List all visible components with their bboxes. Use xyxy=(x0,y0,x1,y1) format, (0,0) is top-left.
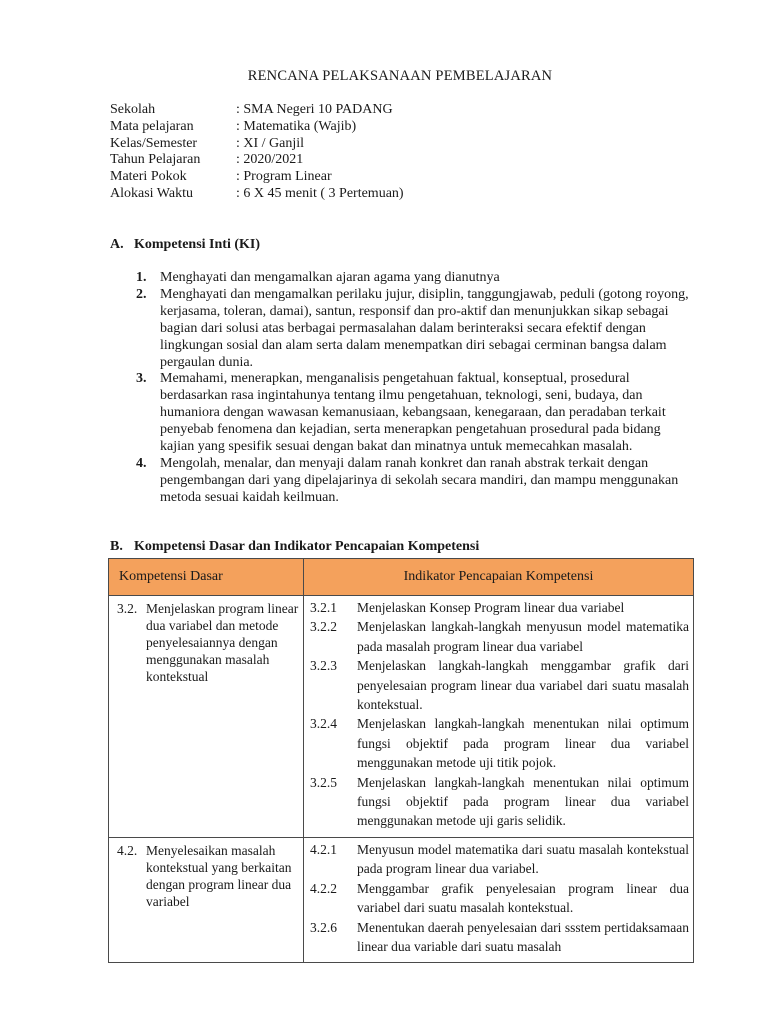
indicator-number: 3.2.6 xyxy=(310,919,337,935)
kd-number: 4.2. xyxy=(117,842,138,858)
indicator-item xyxy=(310,617,689,656)
indicator-text: Menjelaskan langkah-langkah menentukan nilai optimum fungsi objektif pada program linear dua variabel menggunakan metode uji titik pojok. xyxy=(357,716,689,771)
indicator-item xyxy=(310,598,689,617)
indicator-item xyxy=(310,656,689,714)
table-header-row xyxy=(109,559,694,596)
section-title: Kompetensi Inti (KI) xyxy=(134,237,260,252)
list-text: Menghayati dan mengamalkan perilaku jujur, disiplin, tanggungjawab, peduli (gotong royong, kerjasama, toleran, damai), santun, responsif dan pro-aktif dan menunjukkan sikap sebagai bagian dari solusi atas berbagai permasalahan dalam berinteraksi secara efektif dengan lingkungan sosial dan alam serta dalam menempatkan diri sebagai cerminan bangsa dalam pergaulan dunia. xyxy=(160,286,689,370)
info-row-mata-pelajaran xyxy=(110,119,404,136)
info-value: : XI / Ganjil xyxy=(236,135,305,151)
ipk-cell xyxy=(304,596,694,838)
info-value: : 2020/2021 xyxy=(236,152,304,168)
info-value: : SMA Negeri 10 PADANG xyxy=(236,102,393,117)
info-row-tahun-pelajaran xyxy=(110,152,404,169)
info-label: Sekolah xyxy=(110,102,156,117)
info-label: Materi Pokok xyxy=(110,169,187,185)
info-label: Tahun Pelajaran xyxy=(110,152,201,168)
competency-table xyxy=(108,558,694,963)
list-item xyxy=(136,371,696,456)
list-text: Mengolah, menalar, dan menyaji dalam ranah konkret dan ranah abstrak terkait dengan pengembangan dari yang dipelajarinya di sekolah secara mandiri, dan mampu menggunakan metoda sesuai kaidah keilmuan. xyxy=(160,455,679,505)
info-value: : Program Linear xyxy=(236,169,332,185)
info-row-sekolah xyxy=(110,102,404,119)
kd-entry xyxy=(117,600,299,685)
kd-text: Menyelesaikan masalah kontekstual yang berkaitan dengan program linear dua variabel xyxy=(146,842,292,909)
header-kompetensi-dasar: Kompetensi Dasar xyxy=(109,559,304,596)
list-text: Menghayati dan mengamalkan ajaran agama yang dianutnya xyxy=(160,270,500,285)
info-label: Mata pelajaran xyxy=(110,118,194,134)
indicator-number: 4.2.2 xyxy=(310,880,337,896)
table-row xyxy=(109,837,694,962)
indicator-number: 3.2.5 xyxy=(310,774,337,790)
indicator-text: Menentukan daerah penyelesaian dari ssstem pertidaksamaan linear dua variable dari suatu masalah xyxy=(357,919,689,954)
indicator-text: Menyusun model matematika dari suatu masalah kontekstual pada program linear dua variabel. xyxy=(357,841,689,877)
indicator-item xyxy=(310,840,689,879)
info-label: Kelas/Semester xyxy=(110,135,198,151)
section-a-heading xyxy=(110,237,260,253)
list-item xyxy=(136,287,696,372)
identity-block xyxy=(110,102,404,203)
indicator-text: Menjelaskan langkah-langkah menentukan nilai optimum fungsi objektif pada program linear dua variabel menggunakan metode uji garis selidik. xyxy=(357,774,689,829)
indicator-item xyxy=(310,773,689,831)
list-number: 1. xyxy=(136,270,147,285)
info-row-kelas-semester xyxy=(110,136,404,153)
kd-cell xyxy=(109,596,304,838)
indicator-number: 3.2.1 xyxy=(310,600,337,615)
kd-number: 3.2. xyxy=(117,601,138,616)
indicator-text: Menggambar grafik penyelesaian program linear dua variabel dari suatu masalah kontekstual. xyxy=(357,880,689,916)
indicator-text: Menjelaskan langkah-langkah menggambar grafik dari penyelesaian program linear dua variabel dari suatu masalah kontekstual. xyxy=(357,658,689,713)
kd-cell xyxy=(109,837,304,962)
section-b-heading xyxy=(110,539,479,555)
indicator-number: 3.2.4 xyxy=(310,716,337,732)
header-indikator: Indikator Pencapaian Kompetensi xyxy=(304,559,694,596)
section-letter: A. xyxy=(110,237,124,252)
indicator-text: Menjelaskan langkah-langkah menyusun model matematika pada masalah program linear dua variabel xyxy=(357,619,689,654)
indicator-item xyxy=(310,714,689,772)
ki-list xyxy=(136,270,696,507)
info-row-materi-pokok xyxy=(110,169,404,186)
indicator-number: 3.2.2 xyxy=(310,619,337,635)
indicator-number: 3.2.3 xyxy=(310,658,337,674)
list-number: 4. xyxy=(136,455,147,471)
info-label: Alokasi Waktu xyxy=(110,185,193,201)
list-item xyxy=(136,270,696,287)
kd-entry xyxy=(117,842,299,910)
kd-text: Menjelaskan program linear dua variabel dan metode penyelesaiannya dengan menggunakan masalah kontekstual xyxy=(146,601,299,684)
indicator-number: 4.2.1 xyxy=(310,841,337,857)
indicator-item xyxy=(310,879,689,918)
info-row-alokasi-waktu xyxy=(110,186,404,203)
ipk-cell xyxy=(304,837,694,962)
section-title: Kompetensi Dasar dan Indikator Pencapaian Kompetensi xyxy=(134,539,480,554)
indicator-item xyxy=(310,918,689,957)
list-number: 3. xyxy=(136,371,147,387)
list-number: 2. xyxy=(136,286,147,302)
indicator-text: Menjelaskan Konsep Program linear dua variabel xyxy=(357,600,625,615)
document-title: RENCANA PELAKSANAAN PEMBELAJARAN xyxy=(247,68,553,84)
table-row xyxy=(109,596,694,838)
info-value: : Matematika (Wajib) xyxy=(236,118,357,134)
list-item xyxy=(136,456,696,507)
section-letter: B. xyxy=(110,539,123,554)
info-value: : 6 X 45 menit ( 3 Pertemuan) xyxy=(236,185,404,201)
list-text: Memahami, menerapkan, menganalisis pengetahuan faktual, konseptual, prosedural berdasarkan rasa ingintahunya tentang ilmu pengetahuan, teknologi, seni, budaya, dan humaniora dengan wawasan kemanusiaan, kebangsaan, kenegaraan, dan peradaban terkait penyebab fenomena dan kejadian, serta menerapkan pengetahuan prosedural pada bidang kajian yang spesifik sesuai dengan bakat dan minatnya untuk memecahkan masalah. xyxy=(160,371,666,455)
